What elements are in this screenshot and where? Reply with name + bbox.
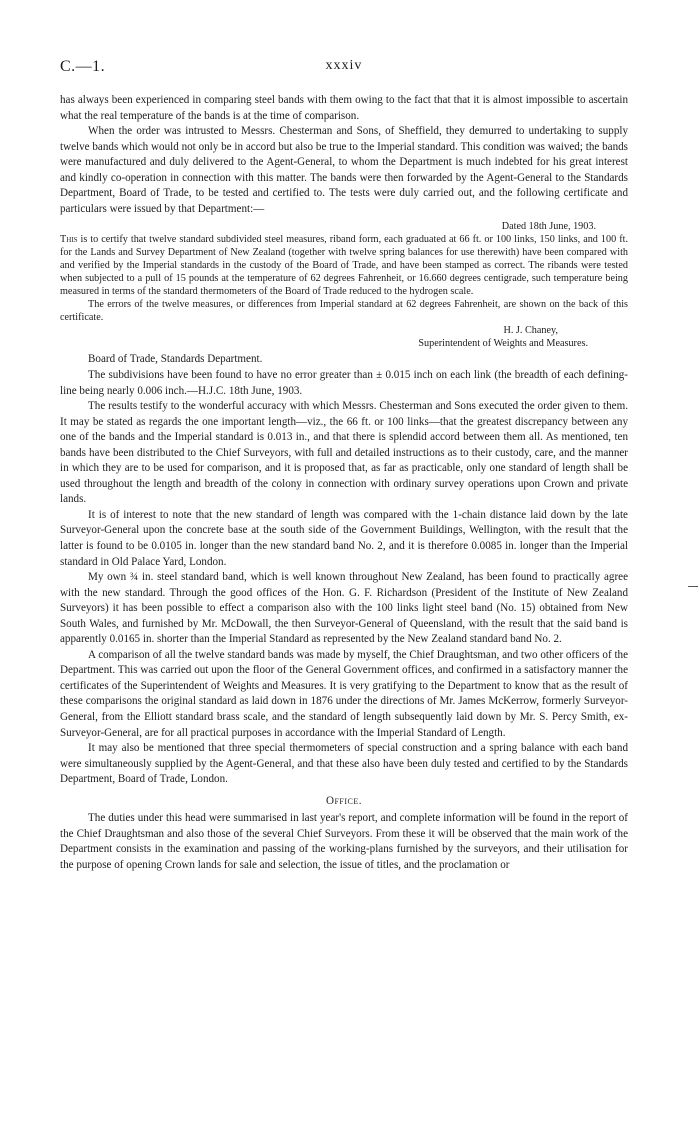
certificate-body xyxy=(60,234,628,299)
page-number: xxxiv xyxy=(325,58,363,73)
certificate-errors: The errors of the twelve measures, or differences from Imperial standard at 62 degrees Fahrenheit, are shown on the back of this certificate. xyxy=(60,298,628,323)
certificate-block xyxy=(60,221,628,350)
paragraph-results: The results testify to the wonderful accuracy with which Messrs. Chesterman and Sons executed the order given to them. It may be stated as regards the one important length—viz., the 66 ft. or 100 links—that the greatest discrepancy between any one of the bands and the Imperial standard is 0.013 in., and that there is splendid accord between them all. As mentioned, ten bands have been distributed to the Chief Surveyors, with full and detailed instructions as to their custody, care, and the manner in which they are to be used for comparison, and it is proposed that, as far as practicable, only one standard of length shall be used throughout the length and breadth of the colony in connection with ordinary survey operations upon Crown and private lands. xyxy=(60,400,628,506)
paragraph-my-own-band: My own ¾ in. steel standard band, which is well known throughout New Zealand, has been found to practically agree with the new standard. Through the good offices of the Hon. G. F. Richardson (President of the Institute of New Zealand Surveyors) it has been possible to effect a comparison also with the 100 links light steel band (No. 15) obtained from New South Wales, and furnished by Mr. McDowall, the then Surveyor-General of Queensland, with the result that the said band is apparently 0.0165 in. shorter than the Imperial Standard as represented by the New Zealand standard band No. 2. xyxy=(60,571,628,646)
signatory-title: Superintendent of Weights and Measures. xyxy=(418,337,588,349)
page-body xyxy=(60,93,628,873)
paragraph-interest: It is of interest to note that the new standard of length was compared with the 1-chain distance laid down by the late Surveyor-General upon the concrete base at the south side of the Government Buildings, Wellington, with the result that the latter is found to be 0.0105 in. longer than the new standard band No. 2, and it is therefore 0.0085 in. longer than the Imperial standard in Old Palace Yard, London. xyxy=(60,508,628,568)
paragraph-comparison: A comparison of all the twelve standard bands was made by myself, the Chief Draughtsman, and two other officers of the Department. This was carried out upon the floor of the General Government offices, and confirmed in a satisfactory manner the certificates of the Superintendent of Weights and Measures. It is very gratifying to the Department to know that as the result of these comparisons the original standard as laid down in 1876 under the directions of Mr. James McKerrow, formerly Surveyor-General, from the Elliott standard brass scale, and the standard of length subsequently laid down by Mr. S. Percy Smith, ex-Surveyor-General, are for all practical purposes in accordance with the Imperial Standard of Length. xyxy=(60,648,628,739)
page-header xyxy=(60,58,628,80)
office-heading: Office. xyxy=(325,794,363,807)
certificate-date: Dated 18th June, 1903. xyxy=(501,221,596,233)
paragraph-thermometers: It may also be mentioned that three special thermometers of special construction and a spring balance with each band were simultaneously supplied by the Agent-General, and that these also have been duly tested and certified to by the Standards Department, Board of Trade, London. xyxy=(60,742,628,786)
margin-dash xyxy=(688,586,698,587)
certificate-lead-word: This xyxy=(60,234,78,246)
page-identifier: C.—1. xyxy=(60,58,106,75)
board-of-trade-line: Board of Trade, Standards Department. xyxy=(88,353,263,366)
paragraph-subdivisions: The subdivisions have been found to have no error greater than ± 0.015 inch on each link (the breadth of each defining-line being nearly 0.006 inch.—H.J.C. 18th June, 1903. xyxy=(60,368,628,397)
paragraph-temperature: has always been experienced in comparing steel bands with them owing to the fact that that it is almost impossible to ascertain what the real temperature of the bands is at the time of comparison. xyxy=(60,94,628,122)
paragraph-office: The duties under this head were summarised in last year's report, and complete information will be found in the report of the Chief Draughtsman and also those of the several Chief Surveyors. From these it will be observed that the main work of the Department consists in the examination and passing of the working-plans furnished by the surveyors, and their utilisation for the purpose of opening Crown lands for sale and selection, the issue of titles, and the proclamation or xyxy=(60,812,628,871)
paragraph-order: When the order was intrusted to Messrs. Chesterman and Sons, of Sheffield, they demurred to undertaking to supply twelve bands which would not only be in accord but also be true to the Imperial standard. This condition was waived; the bands were manufactured and duly delivered to the Agent-General, to whom the Department is much indebted for his great interest and kindly co-operation in connection with this matter. The bands were then forwarded by the Agent-General to the Standards Department, Board of Trade, to be tested and certified to. The tests were duly carried out, and the following certificate and particulars were issued by that Department:— xyxy=(60,125,628,215)
signatory-name: H. J. Chaney, xyxy=(503,324,558,336)
certificate-body-text: is to certify that twelve standard subdivided steel measures, riband form, each graduated at 66 ft. or 100 links, 150 links, and 100 ft. for the Lands and Survey Department of New Zealand (together with twelve spring balances for use therewith) have been compared with and verified by the Imperial standards in the custody of the Board of Trade, and have been stamped as correct. The ribands were tested when subjected to a pull of 15 pounds at the temperature of 62 degrees Fahrenheit, or 16.660 degrees centigrade, such temperature being measured in terms of the standard thermometers of the Board of Trade reduced to the hydrogen scale. xyxy=(60,234,628,297)
